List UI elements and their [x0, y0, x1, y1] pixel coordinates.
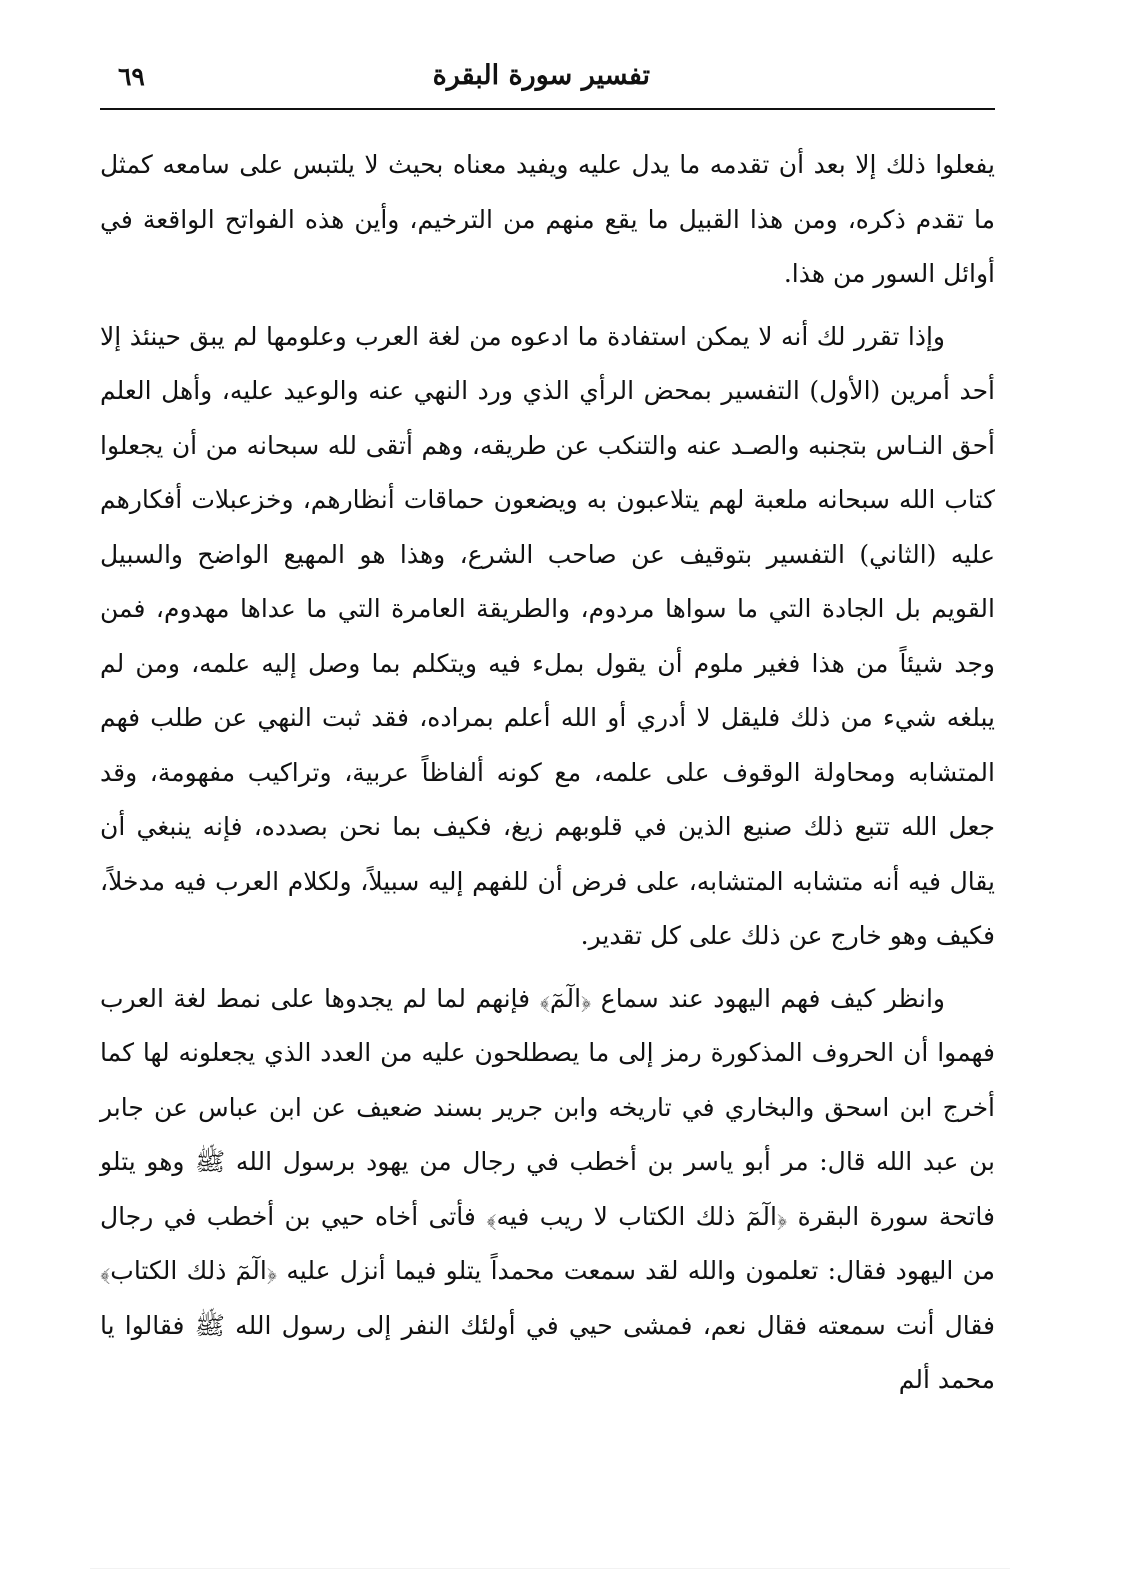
- page-header: [100, 46, 995, 110]
- header-rule: [100, 108, 995, 110]
- body-text: [100, 138, 995, 1408]
- paragraph-1: يفعلوا ذلك إلا بعد أن تقدمه ما يدل عليه ويفيد معناه بحيث لا يلتبس على سامعه كمثل ما تقدم ذكره، ومن هذا القبيل ما يقع منهم من الترخيم، وأين هذه الفواتح الواقعة في أوائل السور من هذا.: [100, 150, 995, 288]
- paragraph-2: وإذا تقرر لك أنه لا يمكن استفادة ما ادعوه من لغة العرب وعلومها لم يبق حينئذ إلا أحد أمرين (الأول) التفسير بمحض الرأي الذي ورد النهي عنه والوعيد عليه، وأهل العلم أحق النـاس بتجنبه والصـد عنه والتنكب عن طريقه، وهم أتقى لله سبحانه من أن يجعلوا كتاب الله سبحانه ملعبة لهم يتلاعبون به ويضعون حماقات أنظارهم، وخزعبلات أفكارهم عليه (الثاني) التفسير بتوقيف عن صاحب الشرع، وهذا هو المهيع الواضح والسبيل القويم بل الجادة التي ما سواها مردوم، والطريقة العامرة التي ما عداها مهدوم، فمن وجد شيئاً من هذا فغير ملوم أن يقول بملء فيه ويتكلم بما وصل إليه علمه، ومن لم يبلغه شيء من ذلك فليقل لا أدري أو الله أعلم بمراده، فقد ثبت النهي عن طلب فهم المتشابه ومحاولة الوقوف على علمه، مع كونه ألفاظاً عربية، وتراكيب مفهومة، وقد جعل الله تتبع ذلك صنيع الذين في قلوبهم زيغ، فكيف بما نحن بصدده، فإنه ينبغي أن يقال فيه أنه متشابه المتشابه، على فرض أن للفهم إليه سبيلاً، ولكلام العرب فيه مدخلاً، فكيف وهو خارج عن ذلك على كل تقدير.: [100, 321, 996, 950]
- page-bottom-edge: [90, 1568, 1010, 1569]
- running-title: تفسير سورة البقرة: [432, 60, 650, 91]
- paragraph-3: وانظر كيف فهم اليهود عند سماع ﴿الٓمٓ﴾ فإنهم لما لم يجدوها على نمط لغة العرب فهموا أن الحروف المذكورة رمز إلى ما يصطلحون عليه من العدد الذي يجعلونه لها كما أخرج ابن اسحق والبخاري في تاريخه وابن جرير بسند ضعيف عن ابن عباس عن جابر بن عبد الله قال: مر أبو ياسر بن أخطب في رجال من يهود برسول الله ﷺ وهو يتلو فاتحة سورة البقرة ﴿الٓمٓ ذلك الكتاب لا ريب فيه﴾ فأتى أخاه حيي بن أخطب في رجال من اليهود فقال: تعلمون والله لقد سمعت محمداً يتلو فيما أنزل عليه ﴿الٓمٓ ذلك الكتاب﴾ فقال أنت سمعته فقال نعم، فمشى حيي في أولئك النفر إلى رسول الله ﷺ فقالوا يا محمد ألم: [100, 983, 995, 1394]
- page-number: ٦٩: [118, 62, 145, 91]
